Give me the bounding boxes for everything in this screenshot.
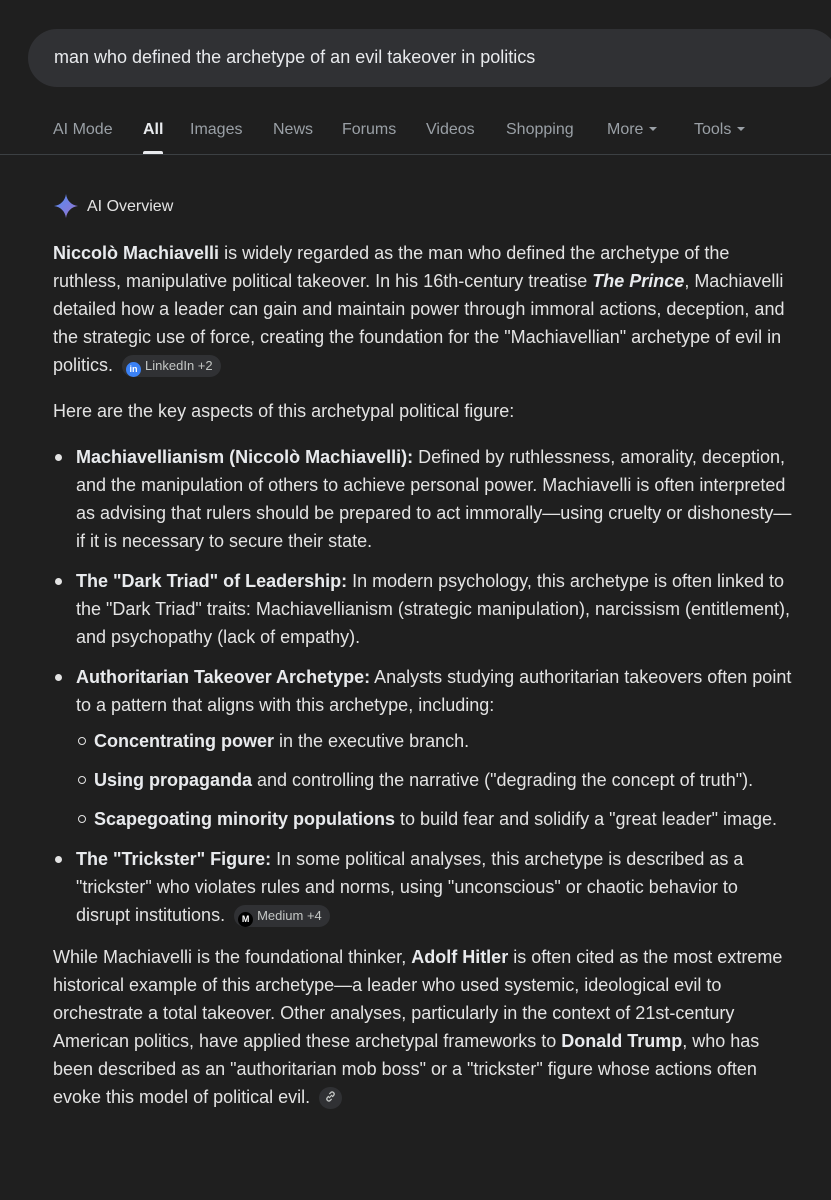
list-item-text: Defined by ruthlessness, amorality, deception, and the manipulation of others to achieve personal power. Machiavelli is often interpreted as advising that rulers should be prepared to act immorally—using cruelty or dishonesty—if it is necessary to secure their state. [76, 447, 792, 551]
source-link-chip[interactable] [319, 1087, 342, 1109]
ai-overview-body [53, 239, 793, 1111]
list-item-text: In some political analyses, this archetype is described as a "trickster" who violates rules and norms, using "unconscious" or chaotic behavior to disrupt institutions. [76, 849, 744, 925]
tab-forums[interactable]: Forums [342, 121, 397, 138]
intro-paragraph [53, 239, 793, 379]
list-item-title: Machiavellianism (Niccolò Machiavelli): [76, 447, 414, 467]
tab-images[interactable]: Images [190, 121, 243, 138]
list-item-title: The "Trickster" Figure: [76, 849, 272, 869]
sub-item-text: and controlling the narrative ("degrading the concept of truth"). [252, 770, 754, 790]
tab-shopping[interactable]: Shopping [506, 121, 574, 138]
closing-bold-2: Donald Trump [561, 1031, 683, 1051]
sub-item-text: to build fear and solidify a "great leader" image. [395, 809, 778, 829]
source-chip-linkedin[interactable] [122, 355, 221, 377]
chevron-down-icon [649, 127, 657, 131]
lead-text: Here are the key aspects of this archetypal political figure: [53, 401, 515, 421]
sub-list-item [76, 805, 793, 833]
intro-text: is widely regarded as the man who defined the archetype of the ruthless, manipulative political takeover. In his 16th-century treatise [53, 243, 730, 291]
list-item [53, 443, 793, 555]
tab-tools[interactable] [694, 121, 745, 139]
tab-news[interactable]: News [273, 121, 314, 138]
source-chip-label: Medium +4 [257, 908, 322, 923]
search-input[interactable]: man who defined the archetype of an evil takeover in politics [54, 47, 536, 67]
sub-item-bold: Using propaganda [94, 770, 253, 790]
intro-bold: Niccolò Machiavelli [53, 243, 220, 263]
intro-text-2: , Machiavelli detailed how a leader can gain and maintain power through immoral actions, deception, and the strategic use of force, creating the foundation for the "Machiavellian" archetype of evil in politics. [53, 271, 785, 375]
sub-item-text: in the executive branch. [274, 731, 470, 751]
link-icon [324, 1090, 337, 1103]
closing-text: While Machiavelli is the foundational thinker, [53, 947, 412, 967]
tab-more[interactable] [607, 121, 657, 139]
source-chip-medium[interactable] [234, 905, 330, 927]
medium-icon: M [238, 912, 253, 927]
list-item-text: Analysts studying authoritarian takeovers often point to a pattern that aligns with this archetype, including: [76, 667, 792, 715]
closing-text-3: , who has been described as an "authoritarian mob boss" or a "trickster" figure whose actions often evoke this model of political evil. [53, 1031, 760, 1107]
active-tab-indicator [143, 151, 163, 154]
list-item-text: In modern psychology, this archetype is often linked to the "Dark Triad" traits: Machiavellianism (strategic manipulation), narcissism (entitlement), and psychopathy (lack of empathy). [76, 571, 791, 647]
list-item-title: Authoritarian Takeover Archetype: [76, 667, 371, 687]
ai-overview-title: AI Overview [87, 198, 174, 215]
closing-text-2: is often cited as the most extreme historical example of this archetype—a leader who used systemic, ideological evil to orchestrate a total takeover. Other analyses, particularly in the context of 21st-century American politics, have applied these archetypal frameworks to [53, 947, 783, 1051]
list-item [53, 567, 793, 651]
tab-all[interactable]: All [143, 121, 164, 138]
closing-bold: Adolf Hitler [411, 947, 509, 967]
list-item [53, 663, 793, 833]
sub-list-item [76, 727, 793, 755]
book-title: The Prince [592, 271, 685, 291]
tab-ai-mode[interactable]: AI Mode [53, 121, 113, 138]
sub-list-item [76, 766, 793, 794]
sub-item-bold: Scapegoating minority populations [94, 809, 396, 829]
tab-tools-label: Tools [694, 121, 732, 138]
tab-videos[interactable]: Videos [426, 121, 475, 138]
search-tabs [0, 106, 831, 155]
sub-list [76, 727, 793, 833]
closing-paragraph [53, 943, 793, 1111]
list-item [53, 845, 793, 929]
sub-item-bold: Concentrating power [94, 731, 275, 751]
tab-more-label: More [607, 121, 644, 138]
linkedin-icon: in [126, 362, 141, 377]
source-chip-label: LinkedIn +2 [145, 358, 213, 373]
list-item-title: The "Dark Triad" of Leadership: [76, 571, 348, 591]
gemini-sparkle-icon [53, 193, 79, 219]
search-bar[interactable] [28, 29, 831, 87]
key-aspects-list [53, 443, 793, 929]
chevron-down-icon [737, 127, 745, 131]
